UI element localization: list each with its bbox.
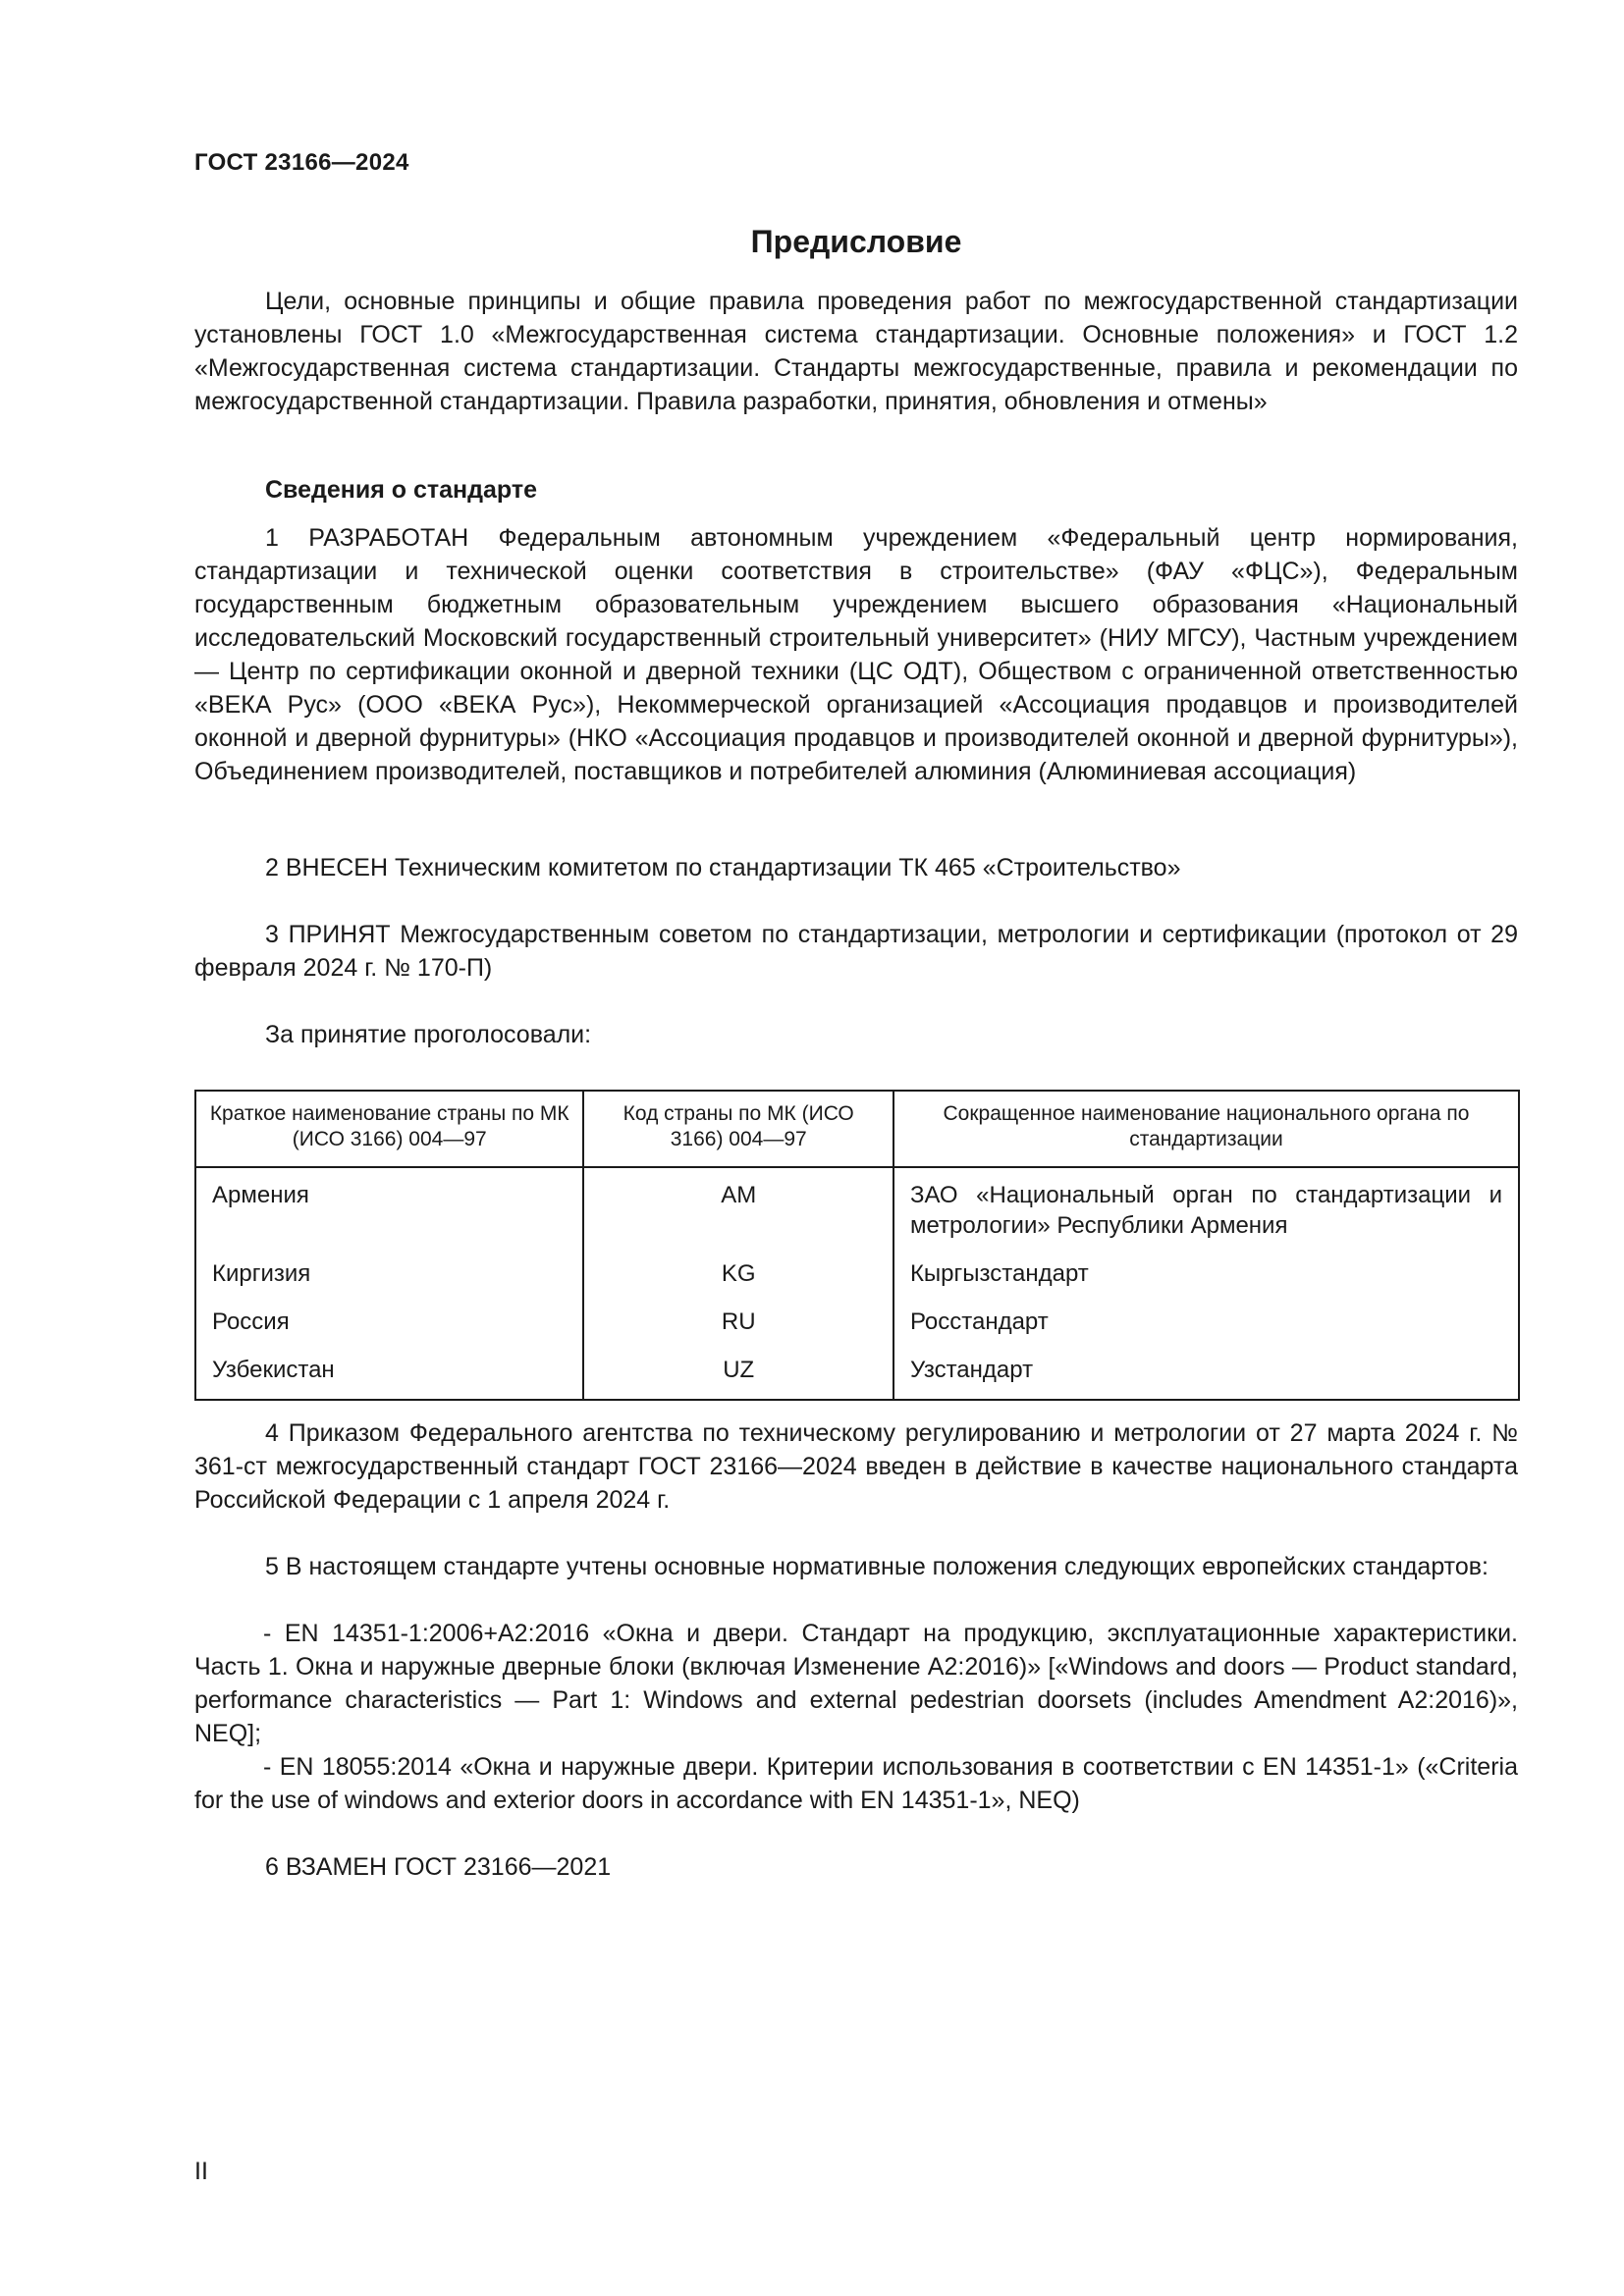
column-header-country: Краткое наименование страны по МК (ИСО 3166) 004—97 — [195, 1091, 583, 1167]
column-header-code: Код страны по МК (ИСО 3166) 004—97 — [583, 1091, 893, 1167]
item-4-paragraph: 4 Приказом Федерального агентства по техническому регулированию и метрологии от 27 марта 2024 г. № 361-ст межгосударственный стандарт ГОСТ 23166—2024 введен в действие в качестве национального стандарта Российской Федерации с 1 апреля 2024 г. — [194, 1419, 1518, 1514]
section-heading: Сведения о стандарте — [265, 476, 538, 504]
intro-paragraph: Цели, основные принципы и общие правила проведения работ по межгосударственной стандартизации установлены ГОСТ 1.0 «Межгосударственная система стандартизации. Основные положения» и ГОСТ 1.2 «Межгосударственная система стандартизации. Стандарты межгосударственные, правила и рекомендации по межгосударственной стандартизации. Правила разработки, принятия, обновления и отмены» — [194, 288, 1518, 415]
code-cell: UZ — [583, 1347, 893, 1400]
country-cell: Узбекистан — [195, 1347, 583, 1400]
body-cell: Росстандарт — [893, 1299, 1519, 1347]
code-cell: KG — [583, 1251, 893, 1299]
member-states-table — [194, 1090, 1520, 1401]
item-2-paragraph: 2 ВНЕСЕН Техническим комитетом по стандартизации ТК 465 «Строительство» — [265, 854, 1181, 881]
table-row — [195, 1299, 1519, 1347]
item-6-paragraph: 6 ВЗАМЕН ГОСТ 23166—2021 — [265, 1853, 612, 1881]
code-cell: AM — [583, 1167, 893, 1251]
country-cell: Армения — [195, 1167, 583, 1251]
document-code-header: ГОСТ 23166—2024 — [194, 149, 409, 176]
item-3-paragraph: 3 ПРИНЯТ Межгосударственным советом по стандартизации, метрологии и сертификации (протокол от 29 февраля 2024 г. № 170-П) — [194, 921, 1518, 982]
page-number: II — [194, 2158, 208, 2185]
item-5-list-entry-1: - EN 14351-1:2006+A2:2016 «Окна и двери. Стандарт на продукцию, эксплуатационные характеристики. Часть 1. Окна и наружные дверные блоки (включая Изменение А2:2016)» [«Windows and doors — Product standard, performance characteristics — Part 1: Windows and external pedestrian doorsets (includes Amendment A2:2016)», NEQ]; — [194, 1620, 1518, 1747]
country-cell: Киргизия — [195, 1251, 583, 1299]
item-1-paragraph: 1 РАЗРАБОТАН Федеральным автономным учреждением «Федеральный центр нормирования, стандартизации и технической оценки соответствия в строительстве» (ФАУ «ФЦС»), Федеральным государственным бюджетным образовательным учреждением высшего образования «Национальный исследовательский Московский государственный строительный университет» (НИУ МГСУ), Частным учреждением — Центр по сертификации оконной и дверной техники (ЦС ОДТ), Обществом с ограниченной ответственностью «ВЕКА Рус» (ООО «ВЕКА Рус»), Некоммерческой организацией «Ассоциация продавцов и производителей оконной и дверной фурнитуры» (НКО «Ассоциация продавцов и производителей оконной и дверной фурнитуры»), Объединением производителей, поставщиков и потребителей алюминия (Алюминиевая ассоциация) — [194, 524, 1518, 785]
voted-label: За принятие проголосовали: — [265, 1021, 592, 1048]
body-cell: Кыргызстандарт — [893, 1251, 1519, 1299]
page-title: Предисловие — [750, 224, 962, 259]
body-cell: Узстандарт — [893, 1347, 1519, 1400]
country-cell: Россия — [195, 1299, 583, 1347]
table-row — [195, 1251, 1519, 1299]
table-header-row — [195, 1091, 1519, 1167]
item-5-list-entry-2: - EN 18055:2014 «Окна и наружные двери. Критерии использования в соответствии с EN 14351-1» («Criteria for the use of windows and exterior doors in accordance with EN 14351-1», NEQ) — [194, 1753, 1518, 1814]
table-row — [195, 1347, 1519, 1400]
body-cell: ЗАО «Национальный орган по стандартизации и метрологии» Республики Армения — [893, 1167, 1519, 1251]
column-header-body: Сокращенное наименование национального органа по стандартизации — [893, 1091, 1519, 1167]
code-cell: RU — [583, 1299, 893, 1347]
item-5-paragraph: 5 В настоящем стандарте учтены основные нормативные положения следующих европейских стандартов: — [265, 1553, 1489, 1580]
table-row — [195, 1167, 1519, 1251]
